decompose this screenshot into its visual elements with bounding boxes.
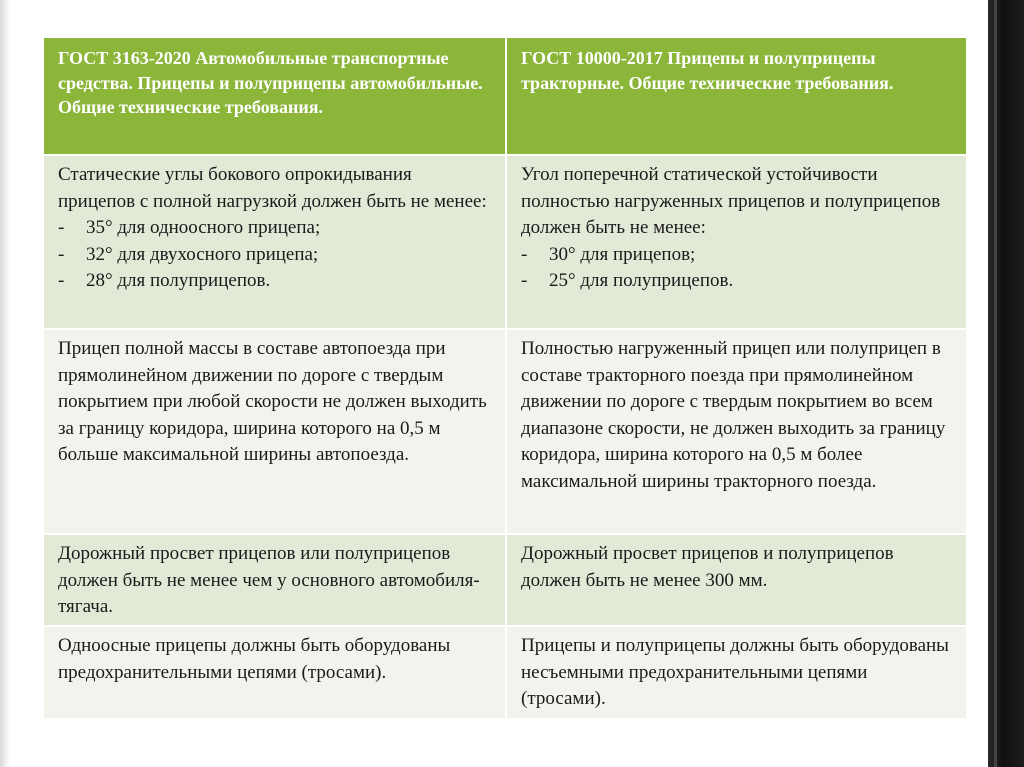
- bullet-marker: -: [521, 243, 528, 265]
- list-item-text: 30° для прицепов;: [549, 243, 696, 265]
- header-gost-3163: ГОСТ 3163-2020 Автомобильные транспортные средства. Прицепы и полуприцепы автомобильные. Общие технические требования.: [43, 37, 506, 155]
- list-item-text: 35° для одноосного прицепа;: [86, 217, 321, 238]
- slide-left-edge: [0, 0, 10, 767]
- bullet-marker: -: [58, 243, 65, 265]
- header-gost-10000: ГОСТ 10000-2017 Прицепы и полуприцепы тракторные. Общие технические требования.: [506, 37, 967, 155]
- bullet-marker: -: [521, 270, 528, 291]
- table-row: [43, 534, 967, 626]
- table-header-row: [43, 37, 967, 155]
- list-item: [58, 268, 493, 295]
- list-item: [521, 242, 954, 269]
- list-item: [58, 215, 493, 242]
- list-item-text: 25° для полуприцепов.: [549, 270, 734, 291]
- cell-text: Угол поперечной статической устойчивости полностью нагруженных прицепов и полуприцепов должен быть не менее:: [521, 164, 941, 238]
- table-row: [43, 155, 967, 329]
- list-item-text: 32° для двухосного прицепа;: [86, 243, 319, 265]
- list-item: [521, 268, 954, 295]
- cell-ground-clearance-3163: Дорожный просвет прицепов или полуприцепов должен быть не менее чем у основного автомобиля-тягача.: [43, 534, 506, 626]
- comparison-table: [42, 36, 968, 720]
- cell-text: Статические углы бокового опрокидывания прицепов с полной нагрузкой должен быть не менее:: [58, 164, 487, 212]
- cell-corridor-3163: Прицеп полной массы в составе автопоезда при прямолинейном движении по дороге с твердым покрытием при любой скорости не должен выходить за границу коридора, ширина которого на 0,5 м больше максимальной ширины автопоезда.: [43, 329, 506, 534]
- cell-safety-chains-10000: Прицепы и полуприцепы должны быть оборудованы несъемными предохранительными цепями (тросами).: [506, 626, 967, 719]
- cell-ground-clearance-10000: Дорожный просвет прицепов и полуприцепов должен быть не менее 300 мм.: [506, 534, 967, 626]
- cell-corridor-10000: Полностью нагруженный прицеп или полуприцеп в составе тракторного поезда при прямолинейном движении по дороге с твердым покрытием во всем диапазоне скорости, не должен выходить за границу коридора, ширина которого на 0,5 м более максимальной ширины тракторного поезда.: [506, 329, 967, 534]
- list-item: [58, 242, 493, 269]
- cell-safety-chains-3163: Одноосные прицепы должны быть оборудованы предохранительными цепями (тросами).: [43, 626, 506, 719]
- bullet-marker: -: [58, 270, 65, 291]
- slide-right-frame: [988, 0, 1024, 767]
- table-row: [43, 329, 967, 534]
- comparison-table-container: [42, 36, 966, 718]
- bullet-marker: -: [58, 217, 65, 238]
- cell-stability-angle-10000: [506, 155, 967, 329]
- list-item-text: 28° для полуприцепов.: [86, 270, 271, 291]
- table-row: [43, 626, 967, 719]
- cell-rollover-angles-3163: [43, 155, 506, 329]
